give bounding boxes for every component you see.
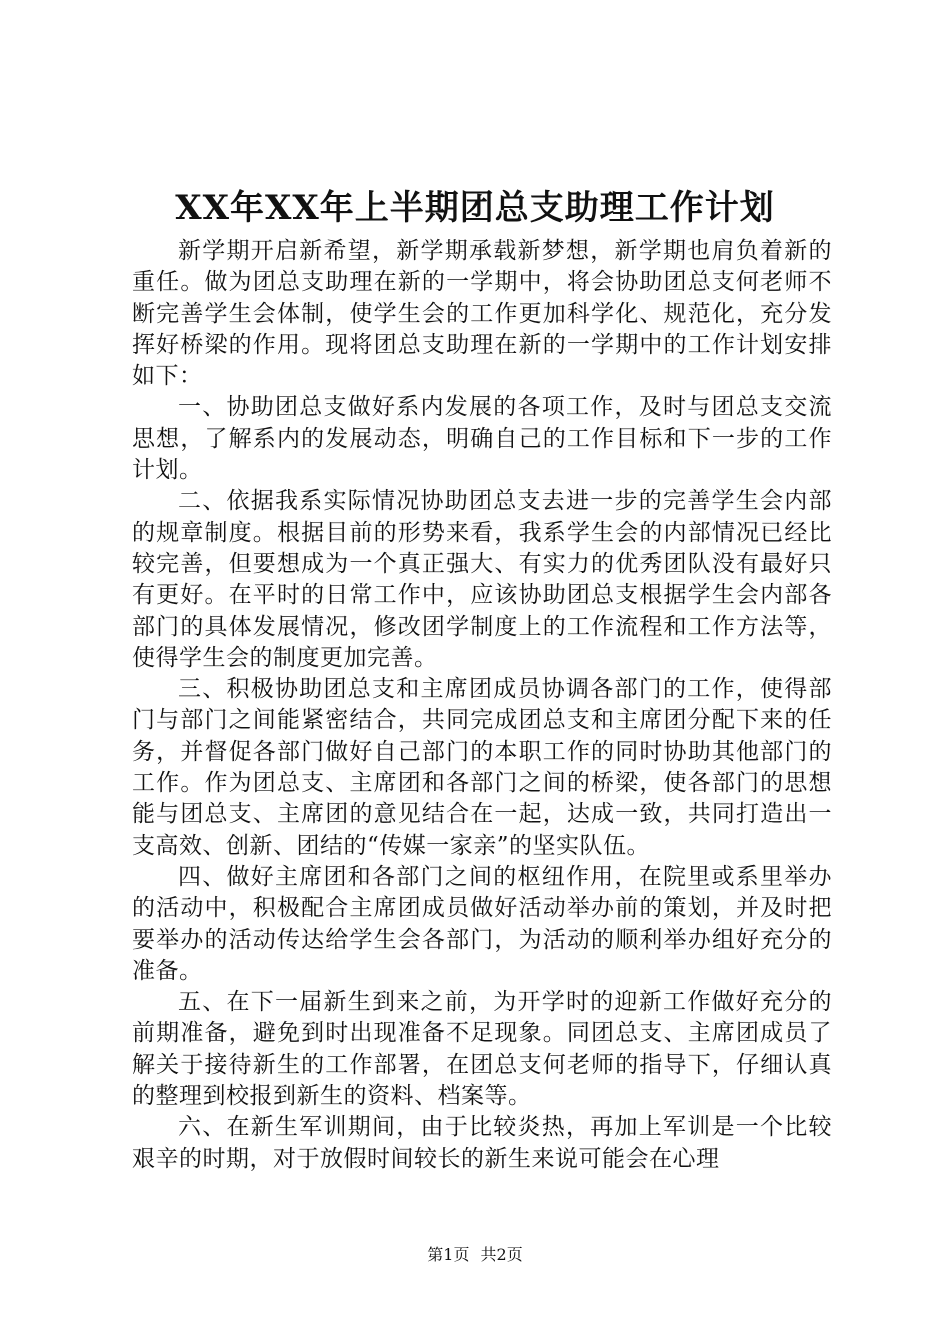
paragraph-item-2: 二、依据我系实际情况协助团总支去进一步的完善学生会内部的规章制度。根据目前的形势来看，我系学生会的内部情况已经比较完善，但要想成为一个真正强大、有实力的优秀团队没有最好只有更好。在平时的日常工作中，应该协助团总支根据学生会内部各部门的具体发展情况，修改团学制度上的工作流程和工作方法等，使得学生会的制度更加完善。 bbox=[132, 488, 832, 671]
paragraph-item-5: 五、在下一届新生到来之前，为开学时的迎新工作做好充分的前期准备，避免到时出现准备不足现象。同团总支、主席团成员了解关于接待新生的工作部署，在团总支何老师的指导下，仔细认真的整理到校报到新生的资料、档案等。 bbox=[132, 989, 832, 1110]
paragraph-intro: 新学期开启新希望，新学期承载新梦想，新学期也肩负着新的重任。做为团总支助理在新的一学期中，将会协助团总支何老师不断完善学生会体制，使学生会的工作更加科学化、规范化，充分发挥好桥梁的作用。现将团总支助理在新的一学期中的工作计划安排如下： bbox=[132, 238, 832, 390]
paragraph-item-1: 一、协助团总支做好系内发展的各项工作，及时与团总支交流思想，了解系内的发展动态，明确自己的工作目标和下一步的工作计划。 bbox=[132, 394, 832, 484]
paragraph-item-3: 三、积极协助团总支和主席团成员协调各部门的工作，使得部门与部门之间能紧密结合，共同完成团总支和主席团分配下来的任务，并督促各部门做好自己部门的本职工作的同时协助其他部门的工作。作为团总支、主席团和各部门之间的桥梁，使各部门的思想能与团总支、主席团的意见结合在一起，达成一致，共同打造出一支高效、创新、团结的“传媒一家亲”的坚实队伍。 bbox=[132, 676, 832, 859]
paragraph-item-6: 六、在新生军训期间，由于比较炎热，再加上军训是一个比较艰辛的时期，对于放假时间较长的新生来说可能会在心理 bbox=[132, 1114, 832, 1172]
paragraph-item-4: 四、做好主席团和各部门之间的枢纽作用，在院里或系里举办的活动中，积极配合主席团成员做好活动举办前的策划，并及时把要举办的活动传达给学生会各部门，为活动的顺利举办组好充分的准备。 bbox=[132, 863, 832, 984]
document-title: XX年XX年上半期团总支助理工作计划 bbox=[175, 188, 775, 228]
document-body bbox=[132, 236, 832, 1175]
page-number-current: 第1页 bbox=[427, 1245, 470, 1264]
page-number-total: 共2页 bbox=[480, 1245, 523, 1264]
page-footer bbox=[0, 1244, 950, 1266]
